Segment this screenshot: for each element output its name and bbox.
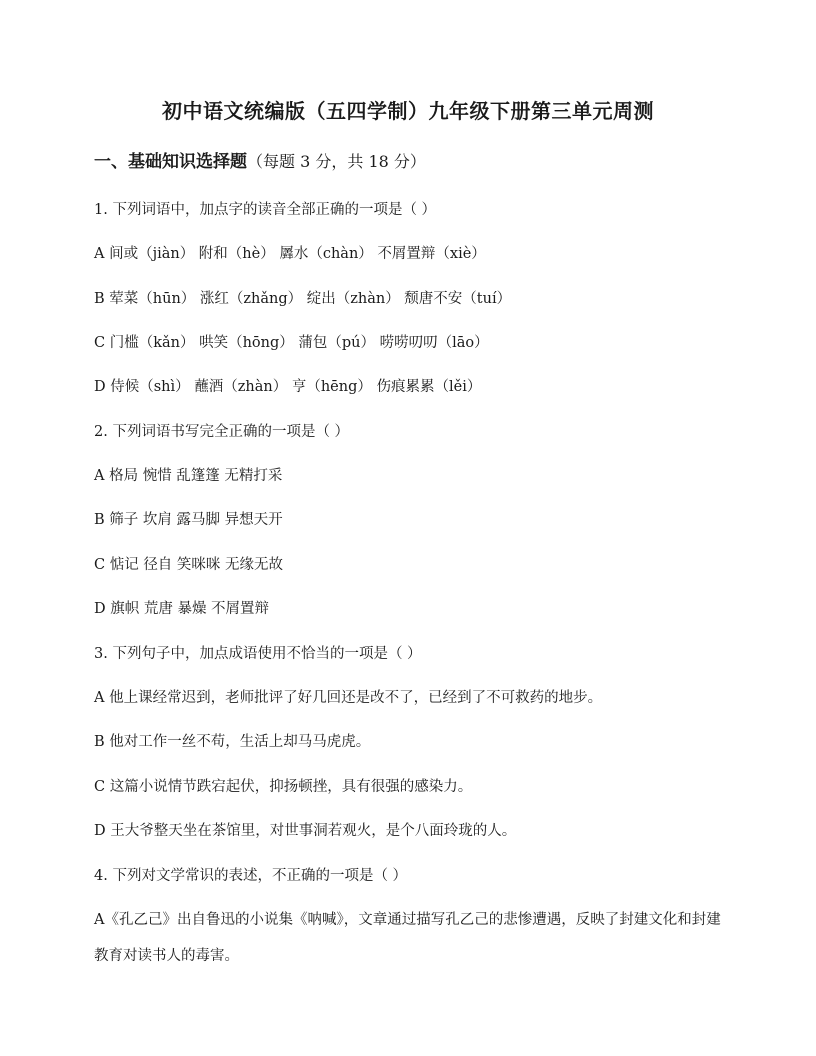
section-heading-text: 一、基础知识选择题 [94, 152, 247, 172]
section-heading [94, 152, 734, 172]
question-2-option-a: A 格局 惋惜 乱篷篷 无精打采 [94, 468, 283, 484]
question-stem-2: 2. 下列词语书写完全正确的一项是（ ） [94, 424, 350, 440]
page-title: 初中语文统编版（五四学制）九年级下册第三单元周测 [162, 99, 654, 123]
section-score-note: （每题 3 分，共 18 分） [247, 152, 426, 171]
question-2-option-d: D 旗帜 荒唐 暴燥 不屑置辩 [94, 601, 270, 617]
question-4-option-a: A《孔乙己》出自鲁迅的小说集《呐喊》，文章通过描写孔乙己的悲惨遭遇，反映了封建文化和封建教育对读书人的毒害。 [94, 912, 721, 964]
question-3-option-b: B 他对工作一丝不苟，生活上却马马虎虎。 [94, 734, 371, 750]
question-3-option-a: A 他上课经常迟到，老师批评了好几回还是改不了，已经到了不可救药的地步。 [94, 690, 603, 706]
question-1-option-c: C 门槛（kǎn） 哄笑（hōng） 蒲包（pú） 唠唠叨叨（lāo） [94, 335, 489, 351]
question-stem-3: 3. 下列句子中，加点成语使用不恰当的一项是（ ） [94, 646, 422, 662]
question-1-option-a: A 间或（jiàn） 附和（hè） 羼水（chàn） 不屑置辩（xiè） [94, 246, 486, 262]
question-2-option-b: B 筛子 坎肩 露马脚 异想天开 [94, 512, 283, 528]
question-2-option-c: C 惦记 径自 笑咪咪 无缘无故 [94, 557, 284, 573]
question-3-option-d: D 王大爷整天坐在茶馆里，对世事洞若观火，是个八面玲珑的人。 [94, 823, 517, 839]
question-1-option-d: D 侍候（shì） 蘸酒（zhàn） 亨（hēng） 伤痕累累（lěi） [94, 379, 482, 395]
question-stem-1: 1. 下列词语中，加点字的读音全部正确的一项是（ ） [94, 202, 437, 218]
question-stem-4: 4. 下列对文学常识的表述，不正确的一项是（ ） [94, 868, 408, 884]
question-1-option-b: B 荤菜（hūn） 涨红（zhǎng） 绽出（zhàn） 颓唐不安（tuí） [94, 291, 512, 307]
question-3-option-c: C 这篇小说情节跌宕起伏，抑扬顿挫，具有很强的感染力。 [94, 779, 473, 795]
